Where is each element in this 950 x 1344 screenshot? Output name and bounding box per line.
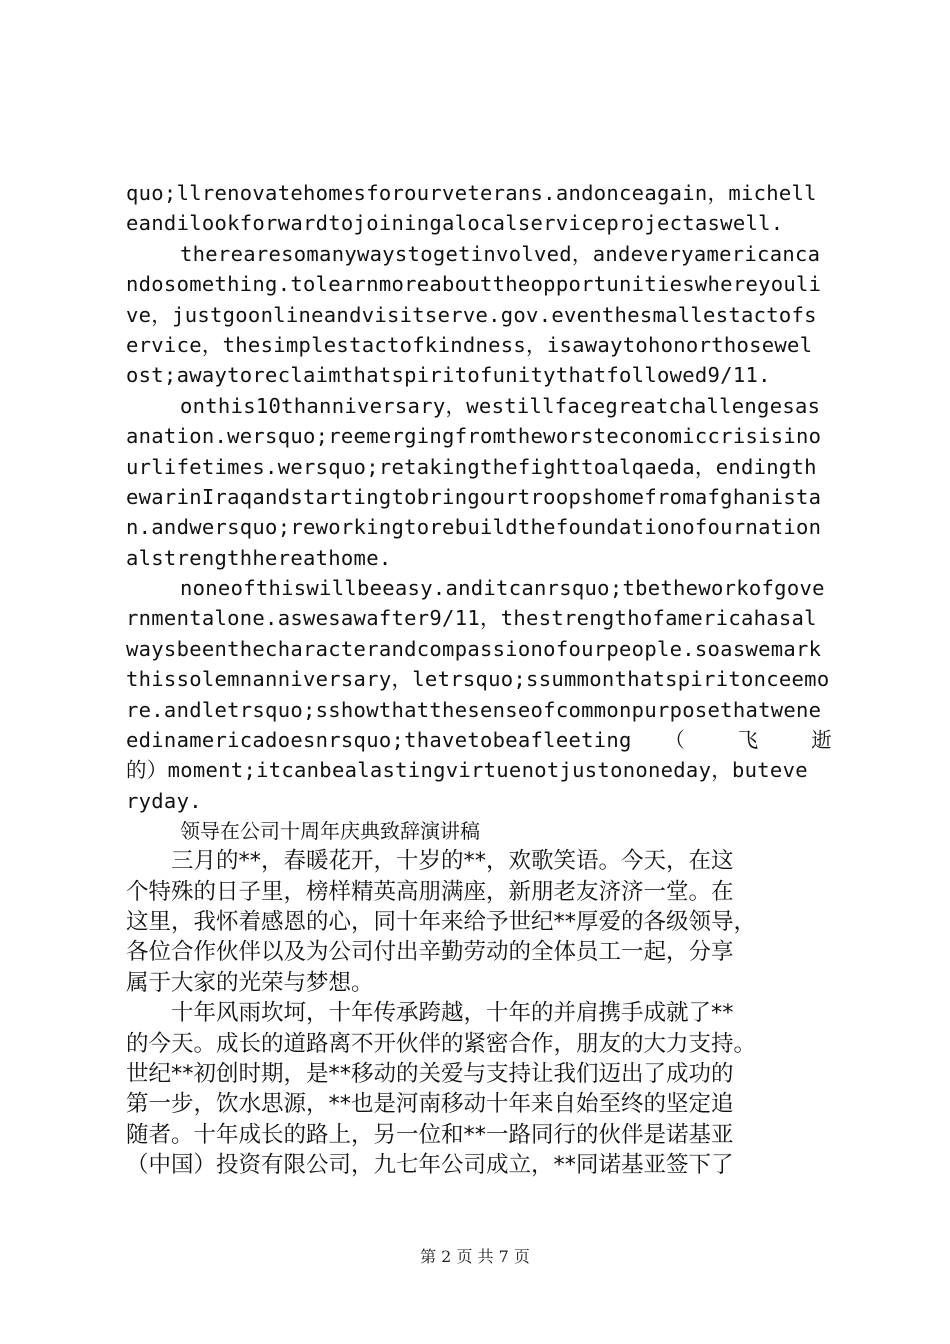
text-line: urlifetimes.wersquo;retakingthefighttoalqaeda，endingth (126, 454, 817, 479)
text-line: （中国）投资有限公司，九七年公司成立，**同诺基亚签下了 (126, 1152, 734, 1179)
text-line: 个特殊的日子里，榜样精英高朋满座，新朋老友济济一堂。在 (126, 878, 734, 905)
text-line: noneofthiswillbeeasy.anditcanrsquo;tbetheworkofgove (180, 576, 825, 601)
text-line: 的）moment;itcanbealastingvirtuenotjustononeday，buteve (126, 758, 808, 783)
chinese-section-title: 领导在公司十周年庆典致辞演讲稿 (180, 819, 480, 844)
text-line: 各位合作伙伴以及为公司付出辛勤劳动的全体员工一起，分享 (126, 939, 734, 966)
text-line: anation.wersquo;reemergingfromtheworsteconomiccrisisino (126, 424, 822, 449)
text-line: waysbeenthecharacterandcompassionofourpeople.soaswemark (126, 636, 822, 661)
text-line: 的今天。成长的道路离不开伙伴的紧密合作，朋友的大力支持。 (126, 1030, 757, 1057)
text-line: therearesomanywaystogetinvolved，andeveryamericanca (180, 241, 821, 266)
english-speech-text (126, 178, 832, 816)
text-line: ost;awaytoreclaimthatspiritofunitythatfollowed9/11. (126, 363, 771, 388)
text-line: ewarinIraqandstartingtobringourtroopshomefromafghanista (126, 484, 822, 509)
paragraph (126, 998, 832, 1180)
text-line: edinamericadoesnrsquo;thavetobeafleeting （ 飞 逝 (126, 728, 832, 753)
paragraph (126, 846, 832, 998)
text-line: ryday. (126, 788, 202, 813)
text-line: n.andwersquo;reworkingtorebuildthefoundationofournation (126, 515, 822, 540)
text-line: re.andletrsquo;sshowthatthesenseofcommonpurposethatwene (126, 697, 822, 722)
page-footer: 第 2 页 共 7 页 (420, 1247, 530, 1266)
text-line: thissolemnanniversary，letrsquo;ssummonthatspiritonceemo (126, 667, 830, 692)
text-line: 世纪**初创时期，是**移动的关爱与支持让我们迈出了成功的 (126, 1060, 734, 1087)
text-line: alstrengthhereathome. (126, 545, 392, 570)
text-line: 三月的**，春暖花开，十岁的**，欢歌笑语。今天，在这 (126, 848, 734, 875)
text-line: rnmentalone.aswesawafter9/11，thestrengthofamericahasal (126, 606, 817, 631)
document-body (126, 178, 832, 1181)
chinese-speech-text (126, 846, 832, 1180)
text-line: ndosomething.tolearnmoreabouttheopportunitieswhereyouli (126, 272, 822, 297)
text-line: 随者。十年成长的路上，另一位和**一路同行的伙伴是诺基亚 (126, 1121, 734, 1148)
text-line: 第一步，饮水思源，**也是河南移动十年来自始至终的坚定追 (126, 1091, 734, 1118)
text-line: eandilookforwardtojoiningalocalserviceprojectaswell. (126, 211, 784, 236)
text-line: quo;llrenovatehomesforourveterans.andonceagain，michell (126, 181, 817, 205)
text-line: 这里，我怀着感恩的心，同十年来给予世纪**厚爱的各级领导， (126, 908, 757, 935)
text-line: ve，justgoonlineandvisitserve.gov.eventhesmallestactofs (126, 302, 817, 327)
text-line: onthis10thanniversary，westillfacegreatchallengesas (180, 393, 821, 418)
text-line: ervice，thesimplestactofkindness，isawaytohonorthosewel (126, 332, 813, 357)
text-line: 十年风雨坎坷，十年传承跨越，十年的并肩携手成就了** (126, 1000, 734, 1027)
text-line: 属于大家的光荣与梦想。 (126, 969, 374, 996)
